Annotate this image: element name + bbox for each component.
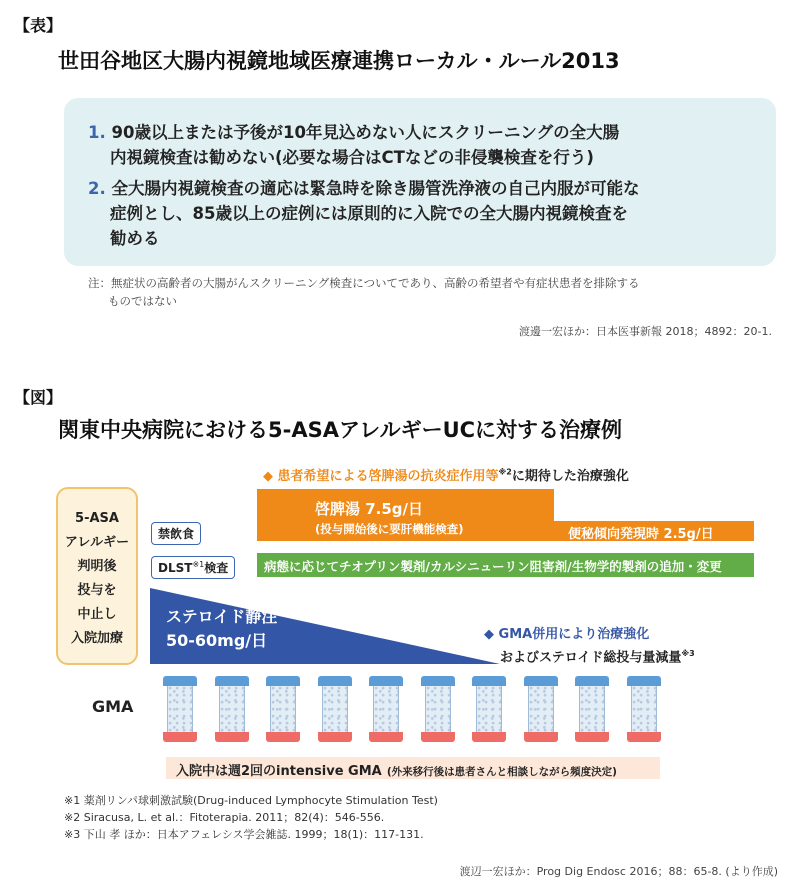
herbal-header-text: ◆ 患者希望による啓脾湯の抗炎症作用等	[263, 469, 499, 484]
gma-note-line2: およびステロイド総投与量減量	[500, 650, 682, 666]
gma-note	[484, 625, 695, 667]
gma-column-top	[472, 676, 506, 686]
rule-text: 内視鏡検査は勧めない(必要な場合はCTなどの非侵襲検査を行う)	[110, 148, 594, 167]
allergy-line: 判明後	[77, 559, 117, 574]
allergy-line: 入院加療	[70, 631, 123, 646]
gma-column	[627, 676, 661, 742]
rule-text: 勧める	[110, 229, 160, 248]
gma-column-top	[163, 676, 197, 686]
rule-text: 全大腸内視鏡検査の適応は緊急時を除き腸管洗浄液の自己内服が可能な	[111, 179, 640, 198]
rule-number: 1.	[88, 123, 106, 142]
table-section-label: 【表】	[14, 16, 63, 35]
dlst-suffix: 検査	[204, 561, 229, 575]
gma-column-row	[163, 676, 663, 742]
herbal-dose-note: (投与開始後に要肝機能検査)	[315, 522, 464, 536]
gma-column-bot	[575, 732, 609, 742]
table-note	[88, 274, 640, 310]
gma-column	[472, 676, 506, 742]
herbal-dose: 啓脾湯 7.5g/日	[315, 500, 424, 518]
gma-column-top	[215, 676, 249, 686]
intensive-gma-bar	[166, 757, 660, 779]
gma-column	[421, 676, 455, 742]
gma-column-top	[318, 676, 352, 686]
allergy-line: 5-ASA	[75, 511, 119, 526]
gma-column-mid	[528, 686, 554, 732]
steroid-dose: 50-60mg/日	[166, 631, 268, 650]
gma-column	[524, 676, 558, 742]
allergy-line: アレルギー	[64, 535, 130, 550]
fasting-tag: 禁飲食	[151, 522, 201, 545]
gma-note-line1: ◆ GMA併用により治療強化	[484, 627, 650, 642]
gma-column-mid	[579, 686, 605, 732]
herbal-header-suffix: に期待した治療強化	[511, 469, 629, 484]
rule-text: 90歳以上または予後が10年見込めない人にスクリーニングの全大腸	[111, 123, 620, 142]
allergy-box	[56, 487, 138, 665]
footnotes	[64, 792, 438, 843]
gma-column-bot	[524, 732, 558, 742]
footnote-item: ※1 薬剤リンパ球刺激試験(Drug-induced Lymphocyte Stimulation Test)	[64, 794, 438, 807]
herbal-dose-bar	[257, 489, 554, 541]
gma-column-mid	[425, 686, 451, 732]
gma-column-top	[369, 676, 403, 686]
rule-number: 2.	[88, 179, 106, 198]
footnote-mark: ※3	[681, 649, 695, 658]
gma-column-top	[421, 676, 455, 686]
dlst-label: DLST	[158, 561, 193, 575]
rule-text: 症例とし、85歳以上の症例には原則的に入院での全大腸内視鏡検査を	[110, 204, 628, 223]
steroid-name: ステロイド静注	[166, 607, 278, 626]
gma-column	[369, 676, 403, 742]
gma-label: GMA	[92, 697, 134, 716]
gma-column-mid	[270, 686, 296, 732]
allergy-line: 投与を	[77, 583, 117, 598]
intensive-gma-text	[176, 760, 617, 779]
footnote-mark: ※1	[192, 560, 205, 569]
additional-therapy-text: 病態に応じてチオプリン製剤/カルシニューリン阻害剤/生物学的製剤の追加・変更	[264, 559, 722, 574]
intensive-gma-sub: (外来移行後は患者さんと相談しながら頻度決定)	[386, 766, 617, 778]
note-line: ものではない	[108, 294, 177, 308]
figure-section-label: 【図】	[14, 388, 63, 407]
steroid-label	[166, 605, 277, 653]
footnote-mark: ※2	[498, 467, 512, 477]
rule-item-2	[88, 176, 640, 251]
gma-column-top	[575, 676, 609, 686]
gma-column-mid	[631, 686, 657, 732]
gma-column-top	[627, 676, 661, 686]
gma-column-mid	[322, 686, 348, 732]
gma-column	[215, 676, 249, 742]
gma-column-bot	[266, 732, 300, 742]
gma-column-bot	[472, 732, 506, 742]
gma-column	[163, 676, 197, 742]
constipation-dose-bar	[554, 521, 754, 541]
footnote-item: ※3 下山 孝 ほか：日本アフェレシス学会雑誌. 1999；18(1)：117-131.	[64, 828, 424, 841]
gma-column-bot	[215, 732, 249, 742]
rule-item-1	[88, 120, 619, 170]
figure-title: 関東中央病院における5-ASAアレルギーUCに対する治療例	[58, 418, 623, 442]
gma-column-bot	[421, 732, 455, 742]
gma-column	[318, 676, 352, 742]
allergy-line: 中止し	[77, 607, 117, 622]
gma-column-mid	[167, 686, 193, 732]
footnote-item: ※2 Siracusa, L. et al.：Fitoterapia. 2011；82(4)：546-556.	[64, 811, 385, 824]
gma-column-mid	[373, 686, 399, 732]
gma-column-top	[266, 676, 300, 686]
herbal-header	[263, 465, 629, 484]
gma-column-bot	[369, 732, 403, 742]
dlst-tag	[151, 556, 235, 579]
gma-column	[266, 676, 300, 742]
gma-column-bot	[163, 732, 197, 742]
gma-column-mid	[476, 686, 502, 732]
table-citation: 渡邊一宏ほか：日本医事新報 2018；4892：20-1.	[519, 325, 772, 338]
gma-column-top	[524, 676, 558, 686]
figure-citation: 渡辺一宏ほか：Prog Dig Endosc 2016；88：65-8. (より作成)	[459, 865, 778, 878]
constipation-dose: 便秘傾向発現時 2.5g/日	[568, 527, 714, 542]
gma-column	[575, 676, 609, 742]
gma-column-bot	[627, 732, 661, 742]
intensive-gma-main: 入院中は週2回のintensive GMA	[176, 764, 382, 779]
table-title: 世田谷地区大腸内視鏡地域医療連携ローカル・ルール2013	[58, 49, 620, 73]
note-line: 注：無症状の高齢者の大腸がんスクリーニング検査についてであり、高齢の希望者や有症状患者を排除する	[88, 276, 640, 290]
gma-column-bot	[318, 732, 352, 742]
additional-therapy-bar	[257, 553, 754, 577]
gma-column-mid	[219, 686, 245, 732]
